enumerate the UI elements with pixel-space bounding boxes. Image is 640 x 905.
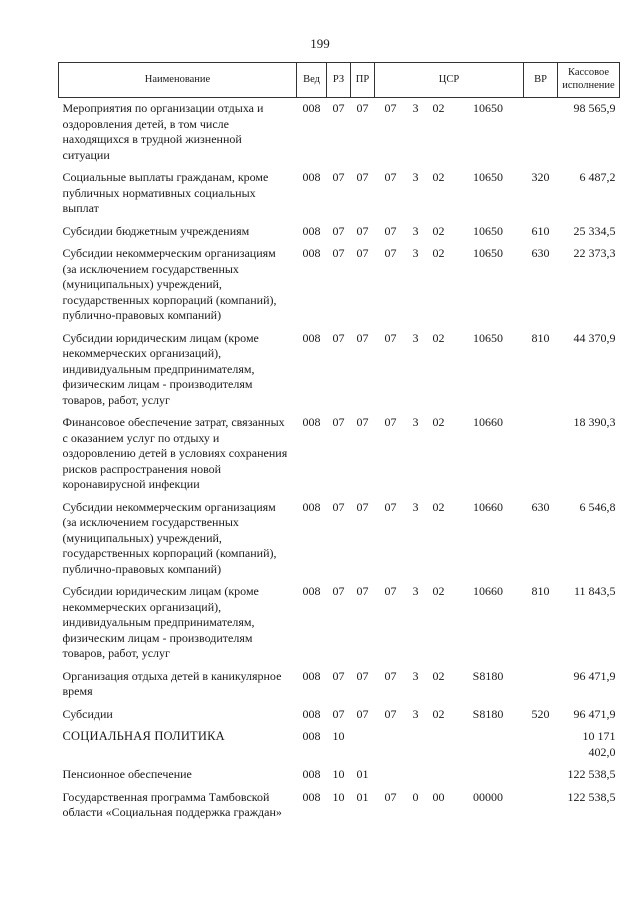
- row-amount: 122 538,5: [567, 789, 616, 804]
- row-pr: 07: [356, 706, 369, 721]
- row-ved: 008: [302, 246, 321, 260]
- row-rz: 07: [332, 668, 345, 683]
- row-amount: 96 471,9: [573, 706, 616, 721]
- row-vr: 520: [531, 706, 550, 721]
- row-csr-direction: S8180: [472, 668, 504, 683]
- row-name: Финансовое обеспечение затрат, связанных с оказанием услуг по отдыху и оздоровлению детей в условиях сохранения рисков распространения новой коронавирусной инфекции: [62, 415, 288, 491]
- header-ved: Вед: [297, 63, 327, 98]
- row-vr: 610: [531, 223, 550, 238]
- row-name: Пенсионное обеспечение: [62, 767, 192, 781]
- row-vr: 810: [531, 584, 550, 598]
- row-rz: 07: [332, 246, 345, 260]
- row-csr-program: 07: [384, 223, 397, 238]
- table-row: [59, 581, 620, 666]
- table-header-row: [59, 63, 620, 98]
- table-row: [59, 167, 620, 221]
- row-rz: 07: [332, 584, 345, 598]
- row-name: Субсидии некоммерческим организациям (за исключением государственных (муниципальных) учреждений, государственных корпораций (компаний), публично-правовых компаний): [62, 246, 277, 322]
- row-csr-event: [425, 726, 453, 764]
- row-ved: 008: [302, 330, 321, 345]
- row-csr-event: 02: [432, 706, 445, 721]
- row-pr: 07: [356, 330, 369, 345]
- row-ved: 008: [302, 706, 321, 721]
- row-rz: 07: [332, 415, 345, 429]
- row-ved: 008: [302, 415, 321, 429]
- row-pr: 07: [356, 415, 369, 429]
- row-rz: 07: [332, 330, 345, 345]
- row-csr-program: 07: [384, 101, 397, 115]
- row-csr-event: 02: [432, 170, 445, 184]
- row-csr-event: 02: [432, 330, 445, 345]
- row-ved: 008: [302, 668, 321, 683]
- row-csr-program: 07: [384, 668, 397, 683]
- row-rz: 07: [332, 170, 345, 184]
- row-csr-event: 02: [432, 246, 445, 260]
- row-csr-subprogram: 0: [412, 789, 419, 804]
- table-row: [59, 726, 620, 764]
- row-name: Организация отдыха детей в каникулярное время: [62, 668, 282, 698]
- header-csr: ЦСР: [375, 63, 524, 98]
- page-number: 199: [310, 36, 330, 51]
- row-csr-program: 07: [384, 584, 397, 598]
- row-csr-subprogram: 3: [412, 170, 419, 184]
- header-amount: Кассовое исполнение: [558, 63, 620, 98]
- row-name: Мероприятия по организации отдыха и оздоровления детей, в том числе находящихся в трудной жизненной ситуации: [62, 101, 264, 162]
- row-rz: 10: [332, 789, 345, 804]
- row-vr: [524, 764, 558, 787]
- row-name: Субсидии юридическим лицам (кроме некоммерческих организаций), индивидуальным предпринимателям, физическим лицам - производителям товаров, работ, услуг: [62, 330, 259, 407]
- row-ved: 008: [302, 767, 321, 781]
- row-vr: 810: [531, 330, 550, 345]
- row-vr: [524, 787, 558, 825]
- row-rz: 10: [332, 729, 345, 743]
- row-csr-program: 07: [384, 246, 397, 260]
- row-csr-program: 07: [384, 706, 397, 721]
- row-amount: 11 843,5: [573, 584, 616, 598]
- header-pr: ПР: [351, 63, 375, 98]
- row-ved: 008: [302, 223, 321, 238]
- row-csr-direction: 10660: [473, 584, 503, 598]
- header-rz: РЗ: [327, 63, 351, 98]
- row-csr-direction: [453, 726, 524, 764]
- row-csr-program: [375, 726, 407, 764]
- row-csr-direction: 10660: [473, 415, 503, 429]
- row-pr: 07: [356, 584, 369, 598]
- row-pr: [351, 726, 375, 764]
- row-csr-program: 07: [384, 415, 397, 429]
- row-csr-direction: 10650: [473, 330, 503, 345]
- row-csr-event: 02: [432, 499, 445, 514]
- header-vr: ВР: [524, 63, 558, 98]
- row-csr-program: [375, 764, 407, 787]
- row-pr: 07: [356, 101, 369, 115]
- row-amount: 122 538,5: [567, 767, 616, 781]
- row-vr: [524, 412, 558, 497]
- row-pr: 01: [356, 767, 369, 781]
- row-amount: 18 390,3: [573, 415, 616, 429]
- table-row: [59, 98, 620, 168]
- row-csr-event: 02: [432, 101, 445, 115]
- row-csr-direction: [453, 764, 524, 787]
- row-csr-direction: 10650: [473, 246, 503, 260]
- row-pr: 01: [356, 789, 369, 804]
- row-name: СОЦИАЛЬНАЯ ПОЛИТИКА: [62, 729, 225, 743]
- table-row: [59, 328, 620, 413]
- row-csr-subprogram: 3: [412, 706, 419, 721]
- row-csr-program: 07: [384, 330, 397, 345]
- row-csr-event: 00: [432, 789, 445, 804]
- row-csr-subprogram: 3: [412, 246, 419, 260]
- row-csr-subprogram: 3: [412, 330, 419, 345]
- row-pr: 07: [356, 170, 369, 184]
- budget-table: [58, 62, 620, 825]
- row-rz: 07: [332, 706, 345, 721]
- row-csr-direction: 00000: [473, 789, 503, 804]
- row-ved: 008: [302, 789, 321, 804]
- row-csr-subprogram: [407, 726, 425, 764]
- table-row: [59, 221, 620, 244]
- row-rz: 10: [332, 767, 345, 781]
- row-name: Субсидии юридическим лицам (кроме некоммерческих организаций), индивидуальным предпринимателям, физическим лицам - производителям товаров, работ, услуг: [62, 584, 259, 660]
- row-amount: 10 171 402,0: [582, 729, 616, 759]
- row-csr-direction: 10650: [473, 101, 503, 115]
- row-name: Субсидии бюджетным учреждениям: [62, 223, 250, 238]
- row-amount: 96 471,9: [573, 668, 616, 683]
- row-ved: 008: [302, 101, 321, 115]
- row-amount: 22 373,3: [573, 246, 616, 260]
- row-amount: 6 546,8: [579, 499, 616, 514]
- row-vr: [524, 98, 558, 168]
- row-amount: 6 487,2: [579, 170, 616, 184]
- row-csr-subprogram: 3: [412, 101, 419, 115]
- table-row: [59, 666, 620, 704]
- row-vr: 320: [531, 170, 550, 184]
- row-name: Государственная программа Тамбовской области «Социальная поддержка граждан»: [62, 789, 282, 819]
- table-row: [59, 787, 620, 825]
- row-amount: 98 565,9: [573, 101, 616, 115]
- row-csr-event: 02: [432, 668, 445, 683]
- row-csr-subprogram: 3: [412, 415, 419, 429]
- row-csr-event: 02: [432, 584, 445, 598]
- table-row: [59, 243, 620, 328]
- row-rz: 07: [332, 499, 345, 514]
- header-name: Наименование: [59, 63, 297, 98]
- row-pr: 07: [356, 499, 369, 514]
- row-vr: 630: [531, 499, 550, 514]
- row-ved: 008: [302, 584, 321, 598]
- table-row: [59, 764, 620, 787]
- row-vr: [524, 666, 558, 704]
- row-pr: 07: [356, 668, 369, 683]
- row-ved: 008: [302, 170, 321, 184]
- row-name: Субсидии некоммерческим организациям (за исключением государственных (муниципальных) учреждений, государственных корпораций (компаний), публично-правовых компаний): [62, 499, 277, 576]
- table-row: [59, 412, 620, 497]
- row-rz: 07: [332, 101, 345, 115]
- row-csr-event: 02: [432, 223, 445, 238]
- row-csr-subprogram: 3: [412, 668, 419, 683]
- row-csr-program: 07: [384, 789, 397, 804]
- row-csr-event: [425, 764, 453, 787]
- row-vr: [524, 726, 558, 764]
- table-row: [59, 704, 620, 727]
- row-name: Социальные выплаты гражданам, кроме публичных нормативных социальных выплат: [62, 170, 269, 215]
- row-csr-direction: 10660: [473, 499, 503, 514]
- row-ved: 008: [302, 729, 321, 743]
- row-pr: 07: [356, 223, 369, 238]
- row-csr-direction: 10650: [473, 223, 503, 238]
- row-amount: 44 370,9: [573, 330, 616, 345]
- row-rz: 07: [332, 223, 345, 238]
- row-csr-subprogram: [407, 764, 425, 787]
- row-csr-direction: S8180: [472, 706, 504, 721]
- row-vr: 630: [531, 246, 550, 260]
- table-row: [59, 497, 620, 582]
- row-csr-program: 07: [384, 499, 397, 514]
- row-csr-subprogram: 3: [412, 584, 419, 598]
- row-csr-event: 02: [432, 415, 445, 429]
- row-pr: 07: [356, 246, 369, 260]
- row-name: Субсидии: [62, 706, 113, 721]
- row-csr-program: 07: [384, 170, 397, 184]
- row-ved: 008: [302, 499, 321, 514]
- row-csr-subprogram: 3: [412, 223, 419, 238]
- row-amount: 25 334,5: [573, 223, 616, 238]
- table-body: [59, 98, 620, 825]
- row-csr-direction: 10650: [473, 170, 503, 184]
- row-csr-subprogram: 3: [412, 499, 419, 514]
